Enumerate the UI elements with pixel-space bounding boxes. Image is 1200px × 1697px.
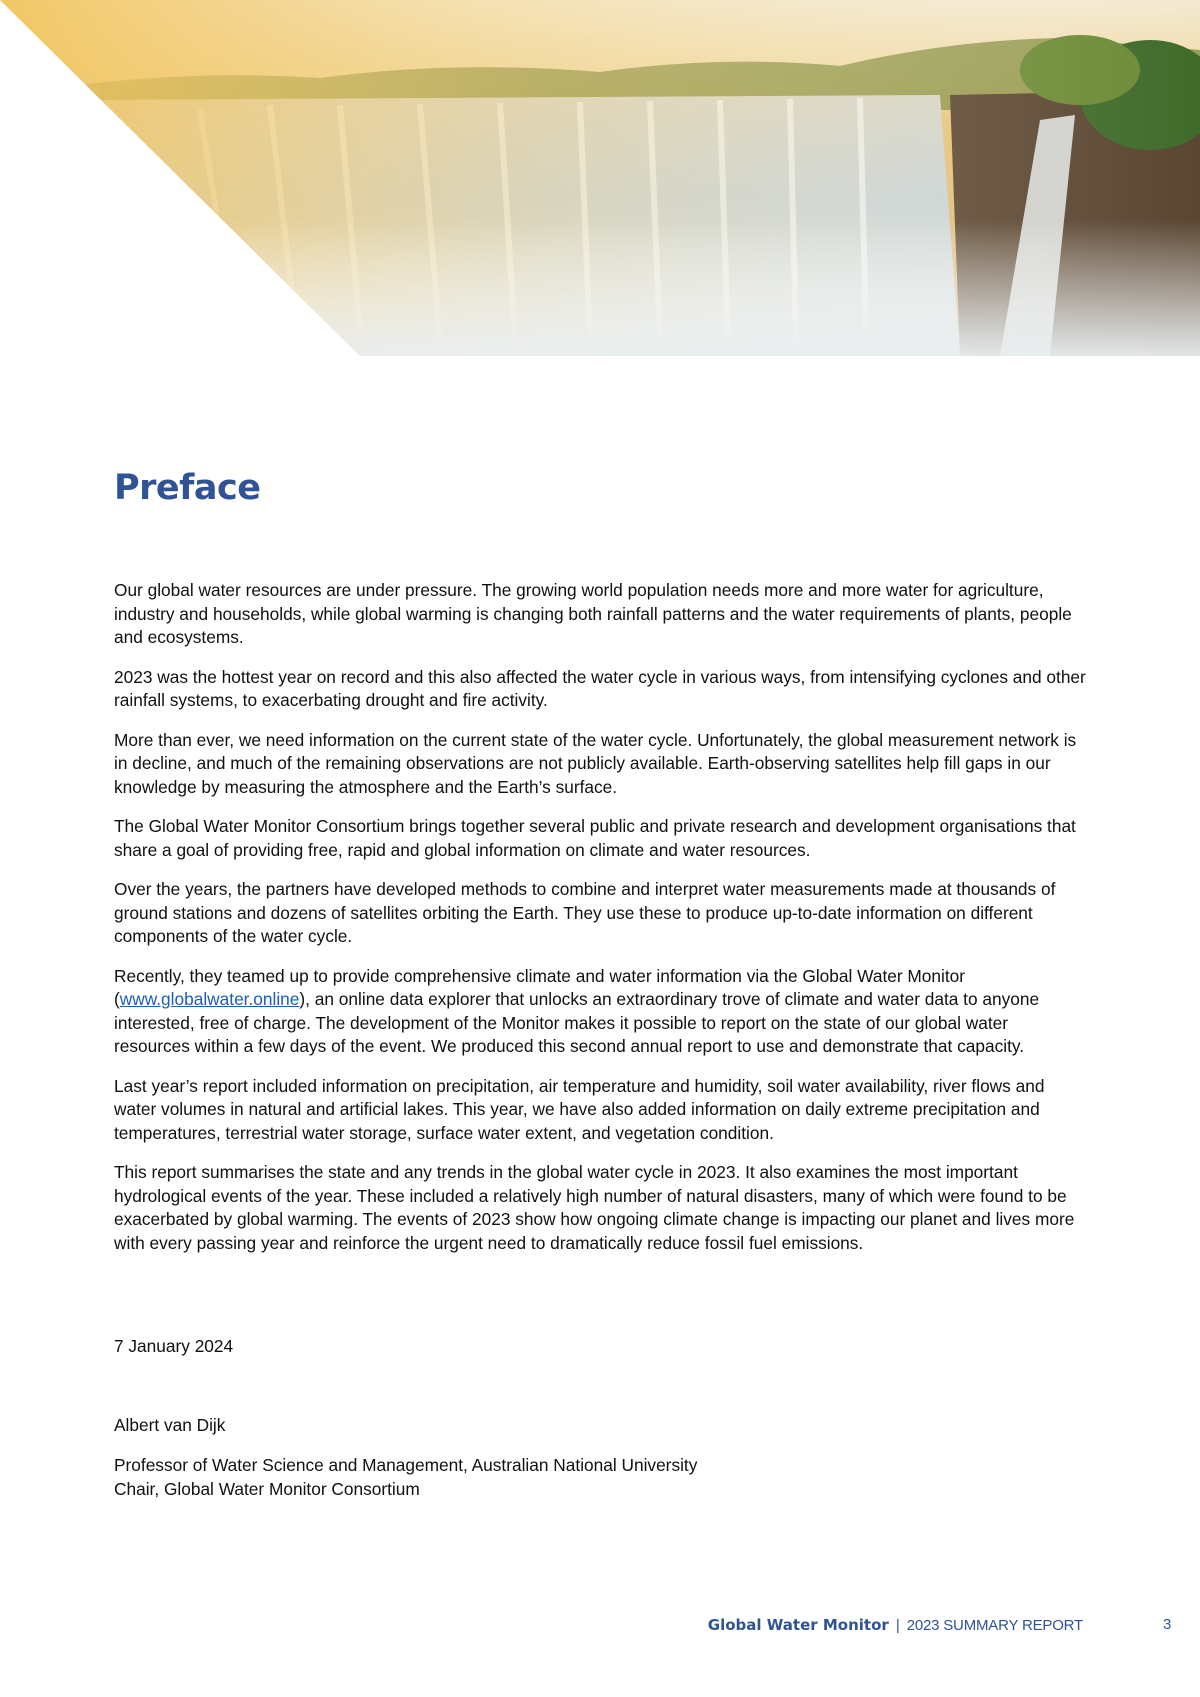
- page-number: 3: [1163, 1616, 1172, 1633]
- paragraph-6-end: ), an online data explorer that unlocks an extraordinary trove of climate and water data to anyone interested, free of charge. The development of the Monitor makes it possible to report on the state of our global water resources within a few days of the event. We produced this second annual report to use and demonstrate that capacity.: [114, 989, 1040, 1056]
- header-image-waterfall: [0, 0, 1200, 356]
- affiliation-line-1: Professor of Water Science and Management, Australian National University: [114, 1455, 698, 1475]
- globalwater-link[interactable]: www.globalwater.online: [119, 989, 300, 1009]
- paragraph-3: More than ever, we need information on the current state of the water cycle. Unfortunately, the global measurement network is in decline, and much of the remaining observations are not publicly available. Earth-observing satellites help fill gaps in our knowledge by measuring the atmosphere and the Earth’s surface.: [114, 729, 1077, 797]
- footer-brand: Global Water Monitor: [707, 1616, 889, 1634]
- paragraph-4: The Global Water Monitor Consortium brings together several public and private research and development organisations that share a goal of providing free, rapid and global information on climate and water resources.: [114, 816, 1076, 860]
- affiliation-line-2: Chair, Global Water Monitor Consortium: [114, 1478, 420, 1499]
- paragraph-6: [114, 965, 1088, 1059]
- paragraph-6-start: Recently, they teamed up to provide comprehensive climate and water information via the Global Water Monitor (: [114, 965, 966, 1009]
- author-name: Albert van Dijk: [114, 1415, 226, 1435]
- author-affiliation: [114, 1454, 697, 1501]
- paragraph-1: Our global water resources are under pressure. The growing world population needs more and more water for agriculture, industry and households, while global warming is changing both rainfall patterns and the water requirements of plants, people and ecosystems.: [114, 580, 1072, 647]
- footer-separator: |: [895, 1617, 900, 1634]
- paragraph-7: Last year’s report included information on precipitation, air temperature and humidity, soil water availability, river flows and water volumes in natural and artificial lakes. This year, we have also added information on daily extreme precipitation and temperatures, terrestrial water storage, surface water extent, and vegetation condition.: [114, 1075, 1045, 1143]
- preface-body: [114, 579, 1088, 1271]
- page-footer: [708, 1616, 1083, 1634]
- footer-report-title: 2023 SUMMARY REPORT: [906, 1617, 1083, 1634]
- paragraph-8: This report summarises the state and any trends in the global water cycle in 2023. It also examines the most important hydrological events of the year. These included a relatively high number of natural disasters, many of which were found to be exacerbated by global warming. The events of 2023 show how ongoing climate change is impacting our planet and lives more with every passing year and reinforce the urgent need to dramatically reduce fossil fuel emissions.: [114, 1162, 1075, 1253]
- page-title: Preface: [114, 468, 261, 508]
- date: 7 January 2024: [114, 1336, 234, 1356]
- paragraph-5: Over the years, the partners have developed methods to combine and interpret water measurements made at thousands of ground stations and dozens of satellites orbiting the Earth. They use these to produce up-to-date information on different components of the water cycle.: [114, 879, 1056, 946]
- paragraph-2: 2023 was the hottest year on record and this also affected the water cycle in various ways, from intensifying cyclones and other rainfall systems, to exacerbating drought and fire activity.: [114, 666, 1086, 710]
